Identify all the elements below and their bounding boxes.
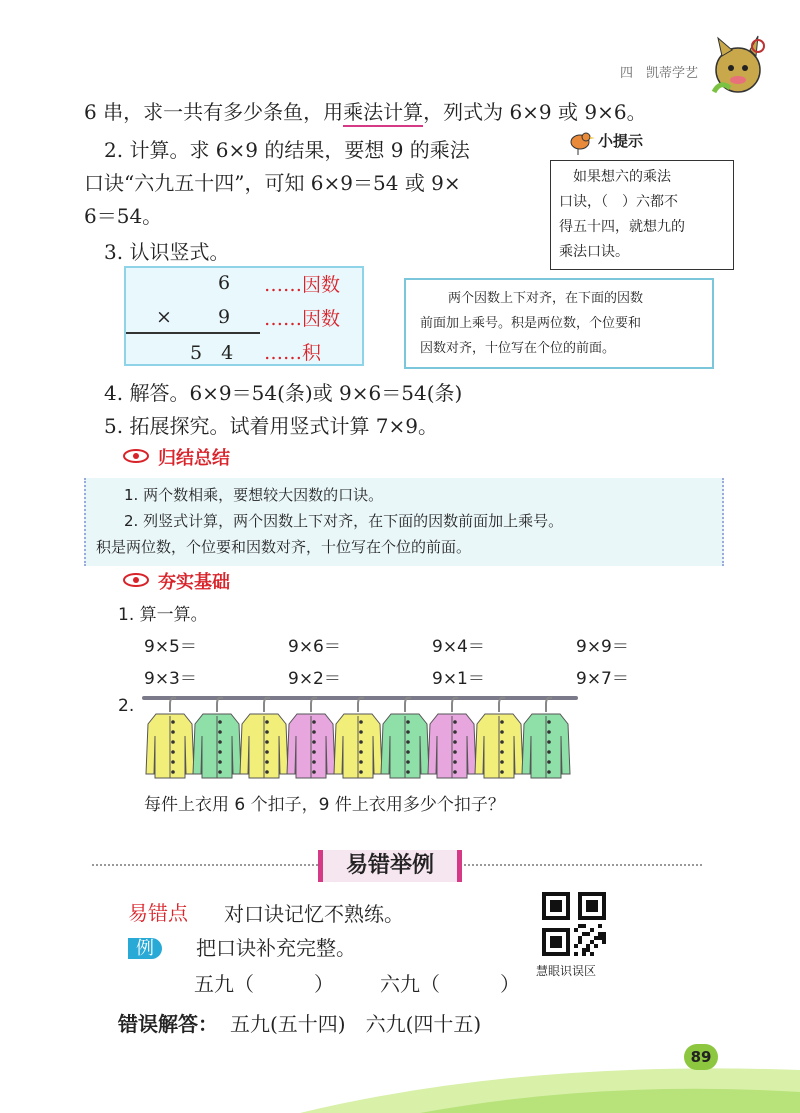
button-dot <box>453 750 457 754</box>
button-dot <box>500 750 504 754</box>
errors-title: 易错举例 <box>318 850 462 882</box>
label-product: ……积 <box>264 342 322 364</box>
button-dot <box>453 770 457 774</box>
summary-box <box>84 478 724 566</box>
button-dot <box>500 720 504 724</box>
button-dot <box>406 740 410 744</box>
expr-cell: 9×2＝ <box>288 669 341 689</box>
eye-icon <box>122 448 150 468</box>
vertical-calc-box <box>124 266 364 366</box>
cat-mascot-icon <box>700 30 772 104</box>
vertical-row-1: 6 <box>218 272 231 294</box>
vertical-title: 3. 认识竖式。 <box>104 240 230 264</box>
step-5: 5. 拓展探究。试着用竖式计算 7×9。 <box>104 414 439 438</box>
button-dot <box>312 770 316 774</box>
button-dot <box>547 770 551 774</box>
calc-line-1: 2. 计算。求 6×9 的结果，要想 9 的乘法 <box>104 138 470 162</box>
button-dot <box>218 770 222 774</box>
button-dot <box>312 720 316 724</box>
example-label: 例 <box>128 938 162 959</box>
blank-wujiu: 五九（ ） <box>194 972 334 996</box>
note-line: 前面加上乘号。积是两位数，个位要和 <box>420 316 642 331</box>
expr-cell: 9×3＝ <box>144 669 197 689</box>
error-point-label: 易错点 <box>128 901 188 925</box>
expr-cell: 9×4＝ <box>432 637 485 657</box>
button-dot <box>218 730 222 734</box>
button-dot <box>265 730 269 734</box>
button-dot <box>218 720 222 724</box>
button-dot <box>453 720 457 724</box>
button-dot <box>265 720 269 724</box>
intro-line-1b: ，列式为 6×9 或 9×6。 <box>423 100 647 124</box>
shirt <box>287 698 335 778</box>
summary-line: 2. 列竖式计算，两个因数上下对齐，在下面的因数前面加上乘号。 <box>124 512 564 530</box>
wrong-answer-label: 错误解答： <box>118 1012 218 1036</box>
tip-box <box>550 160 734 270</box>
button-dot <box>500 740 504 744</box>
summary-line: 积是两位数，个位要和因数对齐，十位写在个位的前面。 <box>96 538 472 556</box>
bird-icon <box>566 126 596 160</box>
button-dot <box>500 770 504 774</box>
alignment-note-box <box>404 278 714 369</box>
button-dot <box>406 760 410 764</box>
shirt <box>193 698 241 778</box>
button-dot <box>171 770 175 774</box>
eye-icon <box>122 572 150 592</box>
label-factor-1: ……因数 <box>264 274 341 296</box>
button-dot <box>359 720 363 724</box>
button-dot <box>218 750 222 754</box>
button-dot <box>359 760 363 764</box>
button-dot <box>312 730 316 734</box>
expr-cell: 9×7＝ <box>576 669 629 689</box>
vertical-row-2-number: 9 <box>218 306 231 328</box>
wrong-answer-text: 五九(五十四) 六九(四十五) <box>230 1012 482 1036</box>
q1-title: 1. 算一算。 <box>118 605 208 625</box>
shirt <box>475 698 523 778</box>
summary-line: 1. 两个数相乘，要想较大因数的口诀。 <box>124 486 384 504</box>
button-dot <box>218 760 222 764</box>
button-dot <box>265 760 269 764</box>
button-dot <box>359 750 363 754</box>
blank-liujiu: 六九（ ） <box>380 972 520 996</box>
button-dot <box>265 750 269 754</box>
tip-line: 口诀，（ ）六都不 <box>559 194 678 210</box>
button-dot <box>547 750 551 754</box>
divider-right <box>452 864 702 866</box>
expr-cell: 9×9＝ <box>576 637 629 657</box>
tip-line: 乘法口诀。 <box>559 244 629 260</box>
button-dot <box>265 740 269 744</box>
qr-caption: 慧眼识误区 <box>536 964 597 978</box>
shirt <box>240 698 288 778</box>
calc-line-2: 口诀“六九五十四”，可知 6×9＝54 或 9× <box>84 171 461 195</box>
summary-heading: 归结总结 <box>158 448 230 469</box>
tip-line: 得五十四，就想九的 <box>559 219 685 235</box>
shirt <box>381 698 429 778</box>
shirt <box>428 698 476 778</box>
button-dot <box>359 770 363 774</box>
tip-title: 小提示 <box>598 132 644 150</box>
button-dot <box>265 770 269 774</box>
button-dot <box>547 720 551 724</box>
expr-cell: 9×6＝ <box>288 637 341 657</box>
button-dot <box>171 720 175 724</box>
label-factor-2: ……因数 <box>264 308 341 330</box>
button-dot <box>312 740 316 744</box>
button-dot <box>453 760 457 764</box>
button-dot <box>312 750 316 754</box>
button-dot <box>453 740 457 744</box>
button-dot <box>171 730 175 734</box>
button-dot <box>359 740 363 744</box>
practice-heading: 夯实基础 <box>158 572 230 593</box>
vertical-row-3: 5 4 <box>190 342 234 364</box>
button-dot <box>406 730 410 734</box>
vertical-sum-line <box>126 332 260 334</box>
chapter-number: 四 <box>620 66 634 81</box>
error-point-text: 对口诀记忆不熟练。 <box>224 902 404 926</box>
footer-wave <box>0 1030 800 1113</box>
button-dot <box>547 740 551 744</box>
button-dot <box>171 750 175 754</box>
intro-line-1-emphasis: 乘法计算 <box>343 100 423 127</box>
button-dot <box>171 760 175 764</box>
step-4: 4. 解答。6×9＝54(条)或 9×6＝54(条) <box>104 381 463 405</box>
chapter-title: 凯蒂学艺 <box>646 66 699 81</box>
button-dot <box>547 760 551 764</box>
tip-line: 如果想六的乘法 <box>573 169 671 185</box>
button-dot <box>406 770 410 774</box>
q2-number: 2. <box>118 696 135 716</box>
shirt <box>522 698 570 778</box>
example-text: 把口诀补充完整。 <box>196 936 356 960</box>
vertical-row-2-operator: × <box>156 306 172 328</box>
button-dot <box>359 730 363 734</box>
button-dot <box>406 720 410 724</box>
qr-code-icon[interactable] <box>542 892 606 956</box>
expr-cell: 9×1＝ <box>432 669 485 689</box>
q2-text: 每件上衣用 6 个扣子，9 件上衣用多少个扣子？ <box>144 795 505 815</box>
button-dot <box>500 730 504 734</box>
calc-line-3: 6＝54。 <box>84 204 163 228</box>
shirt <box>334 698 382 778</box>
shirts-illustration <box>140 690 580 786</box>
divider-left <box>92 864 322 866</box>
expr-cell: 9×5＝ <box>144 637 197 657</box>
page-number: 89 <box>684 1044 718 1070</box>
note-line: 两个因数上下对齐，在下面的因数 <box>448 291 644 306</box>
button-dot <box>500 760 504 764</box>
button-dot <box>406 750 410 754</box>
button-dot <box>218 740 222 744</box>
button-dot <box>453 730 457 734</box>
example-badge <box>128 934 162 960</box>
button-dot <box>312 760 316 764</box>
intro-line-1 <box>84 96 647 125</box>
button-dot <box>171 740 175 744</box>
button-dot <box>547 730 551 734</box>
intro-line-1a: 6 串，求一共有多少条鱼，用 <box>84 100 344 124</box>
shirt <box>146 698 194 778</box>
note-line: 因数对齐，十位写在个位的前面。 <box>420 341 616 356</box>
